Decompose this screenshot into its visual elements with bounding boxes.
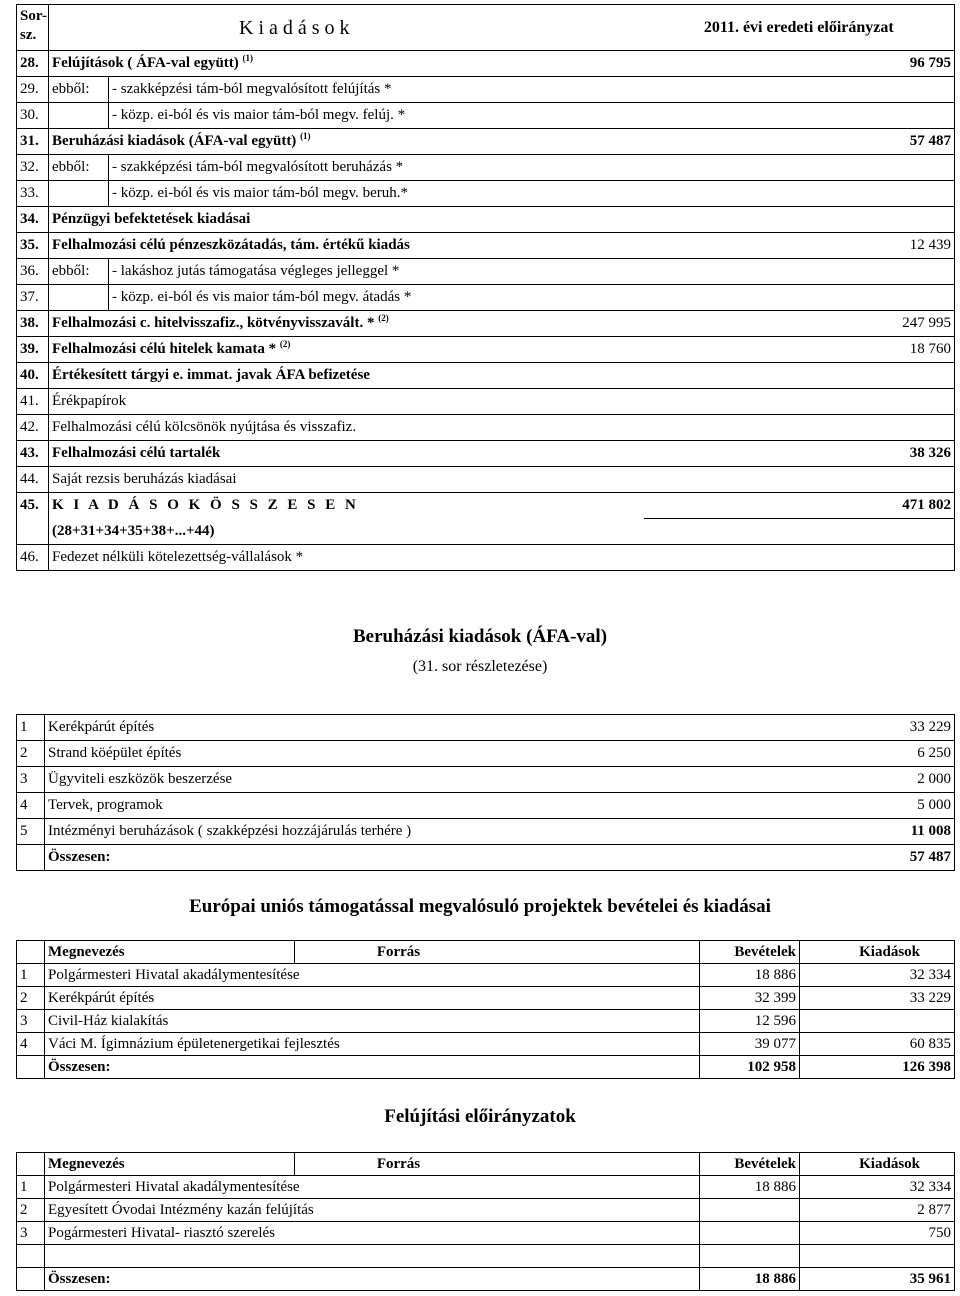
row-prefix bbox=[49, 103, 109, 129]
eu-row bbox=[17, 1010, 955, 1033]
row-amount: 6 250 bbox=[685, 741, 955, 767]
kiadasok-title: K i a d á s o k bbox=[49, 5, 644, 51]
beru-title: Beruházási kiadások (ÁFA-val) bbox=[352, 626, 608, 647]
kiadas-row bbox=[17, 467, 955, 493]
row-amount bbox=[644, 545, 955, 571]
kiadas-row bbox=[17, 441, 955, 467]
row-income bbox=[700, 1199, 800, 1222]
formula-row bbox=[17, 519, 955, 545]
total-label: Összesen: bbox=[45, 1268, 700, 1291]
beru-row bbox=[17, 741, 955, 767]
fel-row bbox=[17, 1222, 955, 1245]
row-amount bbox=[644, 181, 955, 207]
row-prefix: ebből: bbox=[49, 77, 109, 103]
eu-row bbox=[17, 1033, 955, 1056]
beru-row bbox=[17, 767, 955, 793]
row-amount bbox=[644, 467, 955, 493]
row-income: 18 886 bbox=[700, 1176, 800, 1199]
row-number: 32. bbox=[17, 155, 49, 181]
row-amount: 96 795 bbox=[644, 51, 955, 77]
last-row bbox=[17, 545, 955, 571]
row-income: 18 886 bbox=[700, 964, 800, 987]
kiadas-row bbox=[17, 51, 955, 77]
row-text-value: - közp. ei-ból és vis maior tám-ból megv. beruh.* bbox=[112, 185, 409, 201]
footnote-marker: (2) bbox=[279, 339, 291, 349]
row-text bbox=[109, 181, 644, 207]
row-text-value: Felhalmozási célú kölcsönök nyújtása és visszafiz. bbox=[52, 419, 357, 435]
col-income: Bevételek bbox=[700, 1153, 800, 1176]
eu-title: Európai uniós támogatással megvalósuló projektek bevételei és kiadásai bbox=[189, 896, 771, 917]
felujitas-table bbox=[16, 1152, 955, 1291]
kiadas-row bbox=[17, 415, 955, 441]
row-number: 1 bbox=[17, 964, 45, 987]
kiadasok-table bbox=[16, 4, 955, 571]
row-income bbox=[700, 1245, 800, 1268]
col-source: Forrás bbox=[295, 941, 700, 964]
eu-header-row bbox=[17, 941, 955, 964]
row-name: Intézményi beruházások ( szakképzési hozzájárulás terhére ) bbox=[45, 819, 685, 845]
kiadas-row bbox=[17, 207, 955, 233]
beru-subtitle: (31. sor részletezése) bbox=[412, 658, 548, 675]
row-number: 28. bbox=[17, 51, 49, 77]
fel-header-row bbox=[17, 1153, 955, 1176]
fel-row bbox=[17, 1176, 955, 1199]
row-number: 2 bbox=[17, 1199, 45, 1222]
fel-row bbox=[17, 1199, 955, 1222]
eu-table bbox=[16, 940, 955, 1079]
row-prefix: ebből: bbox=[49, 259, 109, 285]
row-text bbox=[49, 441, 644, 467]
col-name: Megnevezés bbox=[45, 1153, 295, 1176]
row-text bbox=[49, 129, 644, 155]
fel-row bbox=[17, 1245, 955, 1268]
row-text bbox=[49, 207, 644, 233]
row-name: Strand köépület építés bbox=[45, 741, 685, 767]
beru-total-row bbox=[17, 845, 955, 871]
total-label: K I A D Á S O K Ö S S Z E S E N bbox=[49, 493, 644, 519]
row-text bbox=[109, 259, 644, 285]
footnote-marker: (1) bbox=[242, 53, 254, 63]
col-name: Megnevezés bbox=[45, 941, 295, 964]
row-text-value: - szakképzési tám-ból megvalósított beruházás * bbox=[112, 159, 404, 175]
row-amount bbox=[644, 363, 955, 389]
row-number: 30. bbox=[17, 103, 49, 129]
row-name: Civil-Ház kialakítás bbox=[45, 1010, 700, 1033]
row-text-value: Felújítások ( ÁFA-val együtt) bbox=[52, 55, 239, 71]
kiadas-row bbox=[17, 233, 955, 259]
col-source: Forrás bbox=[295, 1153, 700, 1176]
kiadas-row bbox=[17, 311, 955, 337]
row-text-value: Felhalmozási c. hitelvisszafiz., kötvényvisszavált. * bbox=[52, 315, 375, 331]
total-expense: 126 398 bbox=[800, 1056, 955, 1079]
row-amount bbox=[644, 207, 955, 233]
row-amount: 2 000 bbox=[685, 767, 955, 793]
row-number: 1 bbox=[17, 715, 45, 741]
row-number: 45. bbox=[17, 493, 49, 519]
row-text bbox=[49, 233, 644, 259]
total-label: Összesen: bbox=[45, 845, 685, 871]
row-name: Kerékpárút építés bbox=[45, 987, 700, 1010]
row-name: Pogármesteri Hivatal- riasztó szerelés bbox=[45, 1222, 700, 1245]
kiadas-row bbox=[17, 389, 955, 415]
row-name: Ügyviteli eszközök beszerzése bbox=[45, 767, 685, 793]
row-text-value: Érékpapírok bbox=[52, 393, 127, 409]
row-text-value: - közp. ei-ból és vis maior tám-ból megv. átadás * bbox=[112, 289, 412, 305]
kiadas-row bbox=[17, 285, 955, 311]
row-text-value: Pénzügyi befektetések kiadásai bbox=[52, 211, 251, 227]
total-amount: 57 487 bbox=[685, 845, 955, 871]
row-number: 43. bbox=[17, 441, 49, 467]
col-expense: Kiadások bbox=[800, 1153, 955, 1176]
row-text bbox=[49, 415, 644, 441]
row-number: 5 bbox=[17, 819, 45, 845]
total-income: 18 886 bbox=[700, 1268, 800, 1291]
row-text bbox=[49, 311, 644, 337]
row-amount bbox=[644, 389, 955, 415]
beru-row bbox=[17, 819, 955, 845]
footnote-marker: (1) bbox=[300, 131, 311, 141]
row-number: 1 bbox=[17, 1176, 45, 1199]
row-text bbox=[49, 51, 644, 77]
row-number: 33. bbox=[17, 181, 49, 207]
row-text bbox=[109, 103, 644, 129]
fel-total-row bbox=[17, 1268, 955, 1291]
kiadas-row bbox=[17, 103, 955, 129]
row-text-value: Beruházási kiadások (ÁFA-val együtt) bbox=[52, 133, 297, 149]
sorszam-header: Sor- sz. bbox=[17, 5, 49, 51]
kiadas-row bbox=[17, 363, 955, 389]
row-name: Egyesített Óvodai Intézmény kazán felújítás bbox=[45, 1199, 700, 1222]
row-prefix bbox=[49, 285, 109, 311]
row-amount bbox=[644, 77, 955, 103]
row-number: 36. bbox=[17, 259, 49, 285]
footnote-marker: (2) bbox=[378, 313, 389, 323]
row-prefix bbox=[49, 181, 109, 207]
row-number: 34. bbox=[17, 207, 49, 233]
row-amount bbox=[644, 415, 955, 441]
row-number: 4 bbox=[17, 1033, 45, 1056]
row-amount bbox=[644, 285, 955, 311]
row-expense: 2 877 bbox=[800, 1199, 955, 1222]
row-expense: 60 835 bbox=[800, 1033, 955, 1056]
row-number: 3 bbox=[17, 1010, 45, 1033]
row-expense: 32 334 bbox=[800, 1176, 955, 1199]
row-number: 2 bbox=[17, 987, 45, 1010]
kiadas-row bbox=[17, 129, 955, 155]
row-amount: 33 229 bbox=[685, 715, 955, 741]
col-expense: Kiadások bbox=[800, 941, 955, 964]
row-text bbox=[49, 389, 644, 415]
row-number: 41. bbox=[17, 389, 49, 415]
row-text-value: Értékesített tárgyi e. immat. javak ÁFA befizetése bbox=[52, 367, 370, 383]
row-expense: 32 334 bbox=[800, 964, 955, 987]
row-amount bbox=[644, 103, 955, 129]
row-expense: 750 bbox=[800, 1222, 955, 1245]
row-amount: 18 760 bbox=[644, 337, 955, 363]
kiadas-row bbox=[17, 337, 955, 363]
row-number bbox=[17, 1245, 45, 1268]
row-text bbox=[49, 467, 644, 493]
eu-row bbox=[17, 987, 955, 1010]
col-income: Bevételek bbox=[700, 941, 800, 964]
row-text: Fedezet nélküli kötelezettség-vállalások * bbox=[49, 545, 644, 571]
row-text bbox=[109, 155, 644, 181]
kiadasok-header-row bbox=[17, 5, 955, 51]
row-text-value: - lakáshoz jutás támogatása végleges jelleggel * bbox=[112, 263, 400, 279]
row-number: 40. bbox=[17, 363, 49, 389]
row-number: 35. bbox=[17, 233, 49, 259]
row-expense: 33 229 bbox=[800, 987, 955, 1010]
row-number: 37. bbox=[17, 285, 49, 311]
total-expense: 35 961 bbox=[800, 1268, 955, 1291]
row-amount: 38 326 bbox=[644, 441, 955, 467]
row-name: Polgármesteri Hivatal akadálymentesítése bbox=[45, 964, 700, 987]
row-text-value: Saját rezsis beruházás kiadásai bbox=[52, 471, 237, 487]
beru-row bbox=[17, 793, 955, 819]
row-amount: 247 995 bbox=[644, 311, 955, 337]
row-text-value: Felhalmozási célú pénzeszközátadás, tám. értékű kiadás bbox=[52, 237, 410, 253]
row-amount: 5 000 bbox=[685, 793, 955, 819]
row-name: Tervek, programok bbox=[45, 793, 685, 819]
total-formula: (28+31+34+35+38+...+44) bbox=[49, 519, 644, 545]
row-number: 39. bbox=[17, 337, 49, 363]
fel-title: Felújítási előirányzatok bbox=[384, 1106, 576, 1127]
total-row bbox=[17, 493, 955, 519]
row-expense bbox=[800, 1245, 955, 1268]
row-text-value: Felhalmozási célú hitelek kamata * bbox=[52, 341, 277, 357]
eu-row bbox=[17, 964, 955, 987]
row-number: 3 bbox=[17, 1222, 45, 1245]
row-number: 42. bbox=[17, 415, 49, 441]
row-income: 32 399 bbox=[700, 987, 800, 1010]
row-income bbox=[700, 1222, 800, 1245]
row-number: 38. bbox=[17, 311, 49, 337]
eu-total-row bbox=[17, 1056, 955, 1079]
row-number: 4 bbox=[17, 793, 45, 819]
beru-row bbox=[17, 715, 955, 741]
row-amount: 12 439 bbox=[644, 233, 955, 259]
row-number: 3 bbox=[17, 767, 45, 793]
total-amount: 471 802 bbox=[644, 493, 955, 519]
eloiranyzat-header: 2011. évi eredeti előirányzat bbox=[644, 5, 955, 51]
row-text-value: - szakképzési tám-ból megvalósított felújítás * bbox=[112, 81, 392, 97]
row-text-value: Felhalmozási célú tartalék bbox=[52, 445, 221, 461]
row-number: 31. bbox=[17, 129, 49, 155]
row-text bbox=[49, 363, 644, 389]
kiadas-row bbox=[17, 259, 955, 285]
row-name bbox=[45, 1245, 700, 1268]
row-income: 39 077 bbox=[700, 1033, 800, 1056]
kiadas-row bbox=[17, 77, 955, 103]
beruhazas-table bbox=[16, 714, 955, 871]
row-amount: 11 008 bbox=[685, 819, 955, 845]
row-number: 46. bbox=[17, 545, 49, 571]
total-income: 102 958 bbox=[700, 1056, 800, 1079]
row-income: 12 596 bbox=[700, 1010, 800, 1033]
total-label: Összesen: bbox=[45, 1056, 700, 1079]
row-number: 29. bbox=[17, 77, 49, 103]
row-name: Kerékpárút építés bbox=[45, 715, 685, 741]
row-text-value: - közp. ei-ból és vis maior tám-ból megv. felúj. * bbox=[112, 107, 406, 123]
row-name: Váci M. Ígimnázium épületenergetikai fejlesztés bbox=[45, 1033, 700, 1056]
row-text bbox=[109, 77, 644, 103]
row-expense bbox=[800, 1010, 955, 1033]
row-amount bbox=[644, 259, 955, 285]
row-text bbox=[49, 337, 644, 363]
row-prefix: ebből: bbox=[49, 155, 109, 181]
row-amount bbox=[644, 155, 955, 181]
kiadas-row bbox=[17, 155, 955, 181]
kiadas-row bbox=[17, 181, 955, 207]
row-number: 44. bbox=[17, 467, 49, 493]
row-text bbox=[109, 285, 644, 311]
row-amount: 57 487 bbox=[644, 129, 955, 155]
row-name: Polgármesteri Hivatal akadálymentesítése bbox=[45, 1176, 700, 1199]
row-number: 2 bbox=[17, 741, 45, 767]
